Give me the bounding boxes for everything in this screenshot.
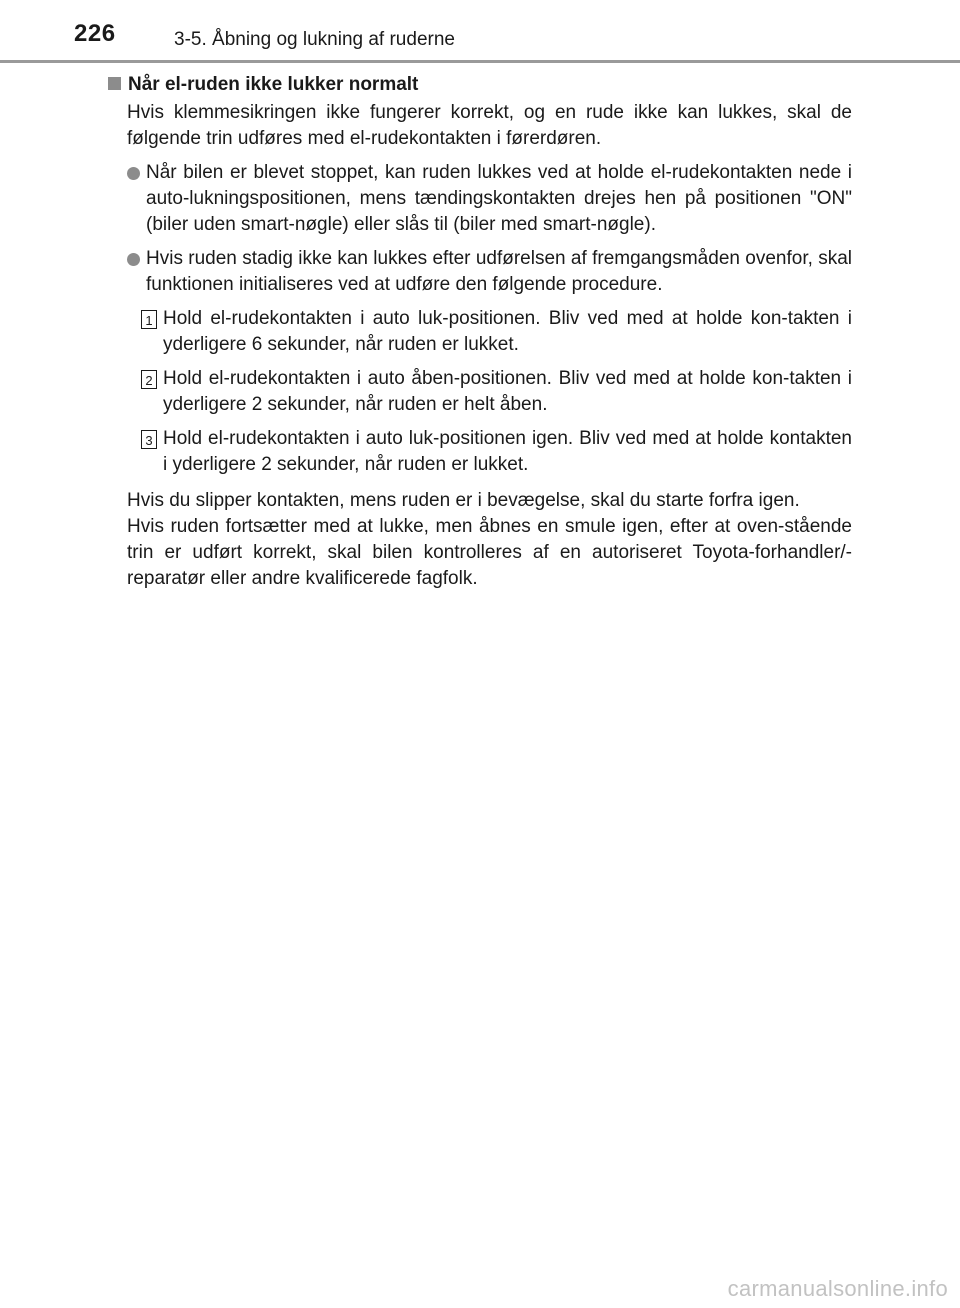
- section-title: 3-5. Åbning og lukning af ruderne: [174, 29, 455, 50]
- step-number-badge: 2: [141, 370, 157, 389]
- step-number-badge: 3: [141, 430, 157, 449]
- square-bullet-icon: [108, 77, 121, 90]
- step-number-badge: 1: [141, 310, 157, 329]
- page-header: [0, 0, 960, 62]
- header-divider: [0, 60, 960, 63]
- closing-paragraph: [108, 488, 852, 592]
- section-heading-text: Når el-ruden ikke lukker normalt: [128, 74, 419, 95]
- main-content: [108, 72, 852, 592]
- page-number: 226: [74, 20, 116, 47]
- circle-bullet-icon: [127, 167, 140, 180]
- bullet-text: Når bilen er blevet stoppet, kan ruden lukkes ved at holde el-rudekontakten nede i auto-lukningspositionen, mens tændingskontakten drejes hen på positionen "ON" (biler uden smart-nøgle) eller slås til (biler med smart-nøgle).: [146, 162, 852, 235]
- intro-paragraph: Hvis klemmesikringen ikke fungerer korrekt, og en rude ikke kan lukkes, skal de følgende trin udføres med el-rudekontakten i førerdøren.: [127, 102, 852, 149]
- step-text: Hold el-rudekontakten i auto luk-positionen igen. Bliv ved med at holde kontakten i yderligere 2 sekunder, når ruden er lukket.: [163, 428, 852, 475]
- bullet-text: Hvis ruden stadig ikke kan lukkes efter udførelsen af fremgangsmåden ovenfor, skal funktionen initialiseres ved at udføre den følgende procedure.: [146, 248, 852, 295]
- section-heading: [108, 72, 852, 98]
- step-text: Hold el-rudekontakten i auto åben-positionen. Bliv ved med at holde kon-takten i yderligere 2 sekunder, når ruden er helt åben.: [163, 368, 852, 415]
- circle-bullet-icon: [127, 253, 140, 266]
- procedure-step: [108, 366, 852, 418]
- list-item: [108, 246, 852, 298]
- list-item: [108, 160, 852, 238]
- step-text: Hold el-rudekontakten i auto luk-positionen. Bliv ved med at holde kon-takten i yderligere 6 sekunder, når ruden er lukket.: [163, 308, 852, 355]
- closing-text-dealer: Hvis ruden fortsætter med at lukke, men åbnes en smule igen, efter at oven-stående trin er udført korrekt, skal bilen kontrolleres af en autoriseret Toyota-forhandler/-reparatør eller andre kvalificerede fagfolk.: [127, 516, 852, 589]
- procedure-step: [108, 306, 852, 358]
- procedure-step: [108, 426, 852, 478]
- closing-text-restart: Hvis du slipper kontakten, mens ruden er i bevægelse, skal du starte forfra igen.: [127, 490, 800, 511]
- watermark: carmanualsonline.info: [727, 1276, 948, 1301]
